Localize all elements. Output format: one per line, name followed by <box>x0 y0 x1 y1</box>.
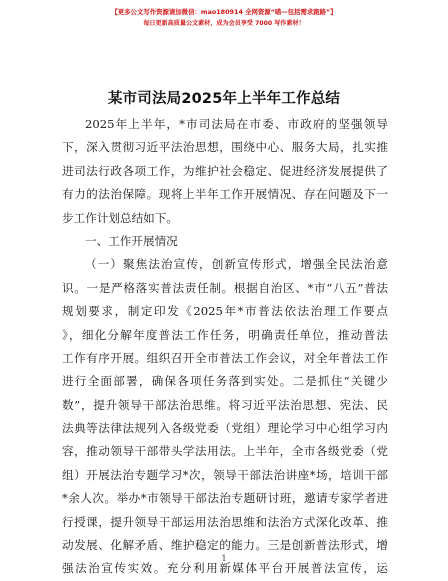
body-line: 2025年上半年，*市司法局在市委、市政府的坚强领导 <box>85 117 388 131</box>
body-line: 强法治宣传实效。充分利用新媒体平台开展普法宣传，运 <box>62 561 388 576</box>
body-line: 规划要求，制定印发《2025年*市普法依法治理工作要点 <box>62 304 388 319</box>
promo-banner <box>0 6 448 30</box>
body-line: 步工作计划总结如下。 <box>62 210 178 225</box>
body-line: 数”，提升领导干部法治思维。将习近平法治思想、宪法、民 <box>62 397 388 412</box>
body-line: 组）开展法治专题学习*次，领导干部法治讲座*场，培训干部 <box>62 467 388 482</box>
section-heading: 一、工作开展情况 <box>85 233 178 248</box>
body-line: 》，细化分解年度普法工作任务，明确责任单位，推动普法 <box>62 327 388 342</box>
body-line: 容，推动领导干部带头学法用法。上半年，全市各级党委（党 <box>62 444 388 459</box>
promo-line-2: 每日更新高质量公文素材，成为会员享受 7000 写作素材！ <box>143 20 305 27</box>
body-line: 进司法行政各项工作，为维护社会稳定、促进经济发展提供了 <box>62 163 388 178</box>
body-line: *余人次。举办*市领导干部法治专题研讨班，邀请专家学者进 <box>62 491 388 506</box>
body-line: 动发展、化解矛盾、维护稳定的能力。三是创新普法形式，增 <box>62 538 388 553</box>
promo-line-1: 【更多公文写作资源请加微信：mao180914 全网资源“喵—包括需求跑路”】 <box>111 8 337 16</box>
body-line: 工作有序开展。组织召开全市普法工作会议，对全年普法工作 <box>62 350 388 365</box>
document-body <box>62 113 388 581</box>
document-title: 某市司法局2025年上半年工作总结 <box>107 91 341 107</box>
body-line: 行授课，提升领导干部运用法治思维和法治方式深化改革、推 <box>62 514 388 529</box>
body-line: 进行全面部署，确保各项任务落到实处。二是抓住“关键少 <box>62 374 388 389</box>
body-line: 法典等法律法规列入各级党委（党组）理论学习中心组学习内 <box>62 421 388 436</box>
body-line: 识。一是严格落实普法责任制。根据自治区、*市“八五”普法 <box>62 280 388 295</box>
body-line: 下，深入贯彻习近平法治思想，围绕中心、服务大局，扎实推 <box>62 140 388 155</box>
body-line: 有力的法治保障。现将上半年工作开展情况、存在问题及下一 <box>62 187 388 202</box>
body-line: （一）聚焦法治宣传，创新宣传形式，增强全民法治意 <box>85 257 388 272</box>
page-number: 1 <box>221 554 227 563</box>
